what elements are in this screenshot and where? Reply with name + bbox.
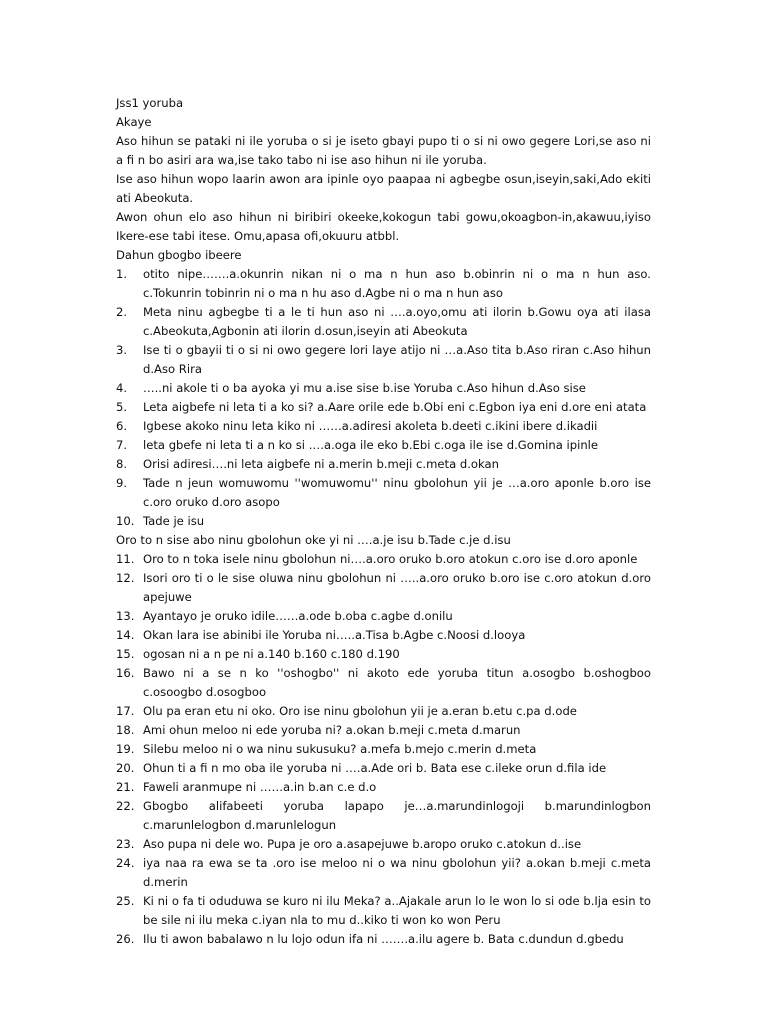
- question-number: 2.: [116, 305, 128, 319]
- question-text: Ayantayo je oruko idile……a.ode b.oba c.agbe d.onilu: [143, 609, 453, 623]
- question-item: [116, 626, 651, 645]
- question-text: leta gbefe ni leta ti a n ko si ….a.oga ile eko b.Ebi c.oga ile ise d.Gomina ipinle: [143, 438, 599, 452]
- question-text: Ki ni o fa ti oduduwa se kuro ni ilu Meka? a..Ajakale arun lo le won lo si ode b.Ija esin to be sile ni ilu meka c.iyan nla to mu d..kiko ti won ko won Peru: [143, 894, 651, 927]
- question-text: Tade je isu: [143, 514, 205, 528]
- question-number: 4.: [116, 381, 128, 395]
- question-item: [116, 645, 651, 664]
- question-item: [116, 892, 651, 930]
- question-text: Isori oro ti o le sise oluwa ninu gbolohun ni …..a.oro oruko b.oro ise c.oro atokun d.oro apejuwe: [143, 571, 651, 604]
- question-item: [116, 797, 651, 835]
- question-number: 1.: [116, 267, 128, 281]
- question-number: 21.: [116, 780, 135, 794]
- question-text: Faweli aranmupe ni ……a.in b.an c.e d.o: [143, 780, 377, 794]
- passage-paragraph: Aso hihun se pataki ni ile yoruba o si je iseto gbayi pupo ti o si ni owo gegere Lori,se aso ni a fi n bo asiri ara wa,ise tako tabo ni ise aso hihun ni ile yoruba.: [116, 134, 651, 167]
- question-item: [116, 265, 651, 303]
- passage-paragraph: Ise aso hihun wopo laarin awon ara ipinle oyo paapaa ni agbegbe osun,iseyin,saki,Ado ekiti ati Abeokuta.: [116, 172, 651, 205]
- question-number: 8.: [116, 457, 128, 471]
- question-text: Okan lara ise abinibi ile Yoruba ni…..a.Tisa b.Agbe c.Noosi d.looya: [143, 628, 526, 642]
- question-item: [116, 778, 651, 797]
- passage-paragraph: Awon ohun elo aso hihun ni biribiri okeeke,kokogun tabi gowu,okoagbon-in,akawuu,iyiso Ikere-ese tabi itese. Omu,apasa ofi,okuuru atbbl.: [116, 210, 651, 243]
- question-text: ogosan ni a n pe ni a.140 b.160 c.180 d.190: [143, 647, 400, 661]
- question-number: 25.: [116, 894, 135, 908]
- question-number: 24.: [116, 856, 135, 870]
- question-text: …..ni akole ti o ba ayoka yi mu a.ise sise b.ise Yoruba c.Aso hihun d.Aso sise: [143, 381, 586, 395]
- question-number: 20.: [116, 761, 135, 775]
- question-item: [116, 474, 651, 512]
- question-text: Bawo ni a se n ko ''oshogbo'' ni akoto ede yoruba titun a.osogbo b.oshogboo c.osoogbo d.osogboo: [143, 666, 651, 699]
- question-item: [116, 398, 651, 417]
- question-text: Orisi adiresi….ni leta aigbefe ni a.merin b.meji c.meta d.okan: [143, 457, 499, 471]
- question-item: [116, 721, 651, 740]
- question-text: otito nipe…….a.okunrin nikan ni o ma n hun aso b.obinrin ni o ma n hun aso. c.Tokunrin tobinrin ni o ma n hu aso d.Agbe ni o ma n hun aso: [143, 267, 651, 300]
- question-item: [116, 417, 651, 436]
- question-number: 22.: [116, 799, 135, 813]
- question-number: 23.: [116, 837, 135, 851]
- question-text: Oro to n toka isele ninu gbolohun ni….a.oro oruko b.oro atokun c.oro ise d.oro aponle: [143, 552, 638, 566]
- question-text: Ohun ti a fi n mo oba ile yoruba ni ….a.Ade ori b. Bata ese c.ileke orun d.fila ide: [143, 761, 607, 775]
- question-number: 7.: [116, 438, 128, 452]
- question-item: [116, 550, 651, 569]
- question-number: 5.: [116, 400, 128, 414]
- section-heading-akaye: Akaye: [116, 115, 152, 129]
- question-item: [116, 702, 651, 721]
- question-item: [116, 930, 651, 949]
- question-number: 19.: [116, 742, 135, 756]
- question-text: Tade n jeun womuwomu ''womuwomu'' ninu gbolohun yii je …a.oro aponle b.oro ise c.oro oruko d.oro asopo: [143, 476, 651, 509]
- question-text: Ilu ti awon babalawo n lu lojo odun ifa ni …….a.ilu agere b. Bata c.dundun d.gbedu: [143, 932, 624, 946]
- question-item: [116, 664, 651, 702]
- question-text: iya naa ra ewa se ta .oro ise meloo ni o wa ninu gbolohun yii? a.okan b.meji c.meta d.merin: [143, 856, 651, 889]
- question-item: [116, 835, 651, 854]
- question-number: 16.: [116, 666, 135, 680]
- question-number: 10.: [116, 514, 135, 528]
- question-item: [116, 569, 651, 607]
- question-number: 6.: [116, 419, 128, 433]
- question-number: 14.: [116, 628, 135, 642]
- question-item: [116, 759, 651, 778]
- question-text: Meta ninu agbegbe ti a le ti hun aso ni ….a.oyo,omu ati ilorin b.Gowu oya ati ilasa c.Abeokuta,Agbonin ati ilorin d.osun,iseyin ati Abeokuta: [143, 305, 651, 338]
- question-text: Gbogbo alifabeeti yoruba lapapo je…a.marundinlogoji b.marundinlogbon c.marunlelogbon d.marunlelogun: [143, 799, 651, 832]
- question-number: 26.: [116, 932, 135, 946]
- question-text: Leta aigbefe ni leta ti a ko si? a.Aare orile ede b.Obi eni c.Egbon iya eni d.ore eni atata: [143, 400, 647, 414]
- question-item: [116, 341, 651, 379]
- question-text: Silebu meloo ni o wa ninu sukusuku? a.mefa b.mejo c.merin d.meta: [143, 742, 537, 756]
- section-heading-questions: Dahun gbogbo ibeere: [116, 248, 242, 262]
- question-item: [116, 854, 651, 892]
- question-number: 12.: [116, 571, 135, 585]
- question-number: 9.: [116, 476, 128, 490]
- question-list: [116, 265, 651, 949]
- question-item: [116, 379, 651, 398]
- question-number: 17.: [116, 704, 135, 718]
- question-number: 15.: [116, 647, 135, 661]
- question-item: [116, 436, 651, 455]
- question-number: 3.: [116, 343, 128, 357]
- question-number: 13.: [116, 609, 135, 623]
- question-item: [116, 607, 651, 626]
- question-text: Igbese akoko ninu leta kiko ni ……a.adiresi akoleta b.deeti c.ikini ibere d.ikadii: [143, 419, 598, 433]
- question-item: [116, 455, 651, 474]
- document-title: Jss1 yoruba: [116, 96, 184, 110]
- question-text: Olu pa eran etu ni oko. Oro ise ninu gbolohun yii je a.eran b.etu c.pa d.ode: [143, 704, 577, 718]
- question-number: 18.: [116, 723, 135, 737]
- question-number: 11.: [116, 552, 135, 566]
- question-item: [116, 740, 651, 759]
- question-text: Aso pupa ni dele wo. Pupa je oro a.asapejuwe b.aropo oruko c.atokun d..ise: [143, 837, 582, 851]
- question-text: Ami ohun meloo ni ede yoruba ni? a.okan b.meji c.meta d.marun: [143, 723, 521, 737]
- question-item: [116, 303, 651, 341]
- question-text: Ise ti o gbayii ti o si ni owo gegere lori laye atijo ni …a.Aso tita b.Aso riran c.Aso hihun d.Aso Rira: [143, 343, 651, 376]
- question-item: [116, 512, 651, 531]
- question-10-options: Oro to n sise abo ninu gbolohun oke yi ni ….a.je isu b.Tade c.je d.isu: [116, 533, 511, 547]
